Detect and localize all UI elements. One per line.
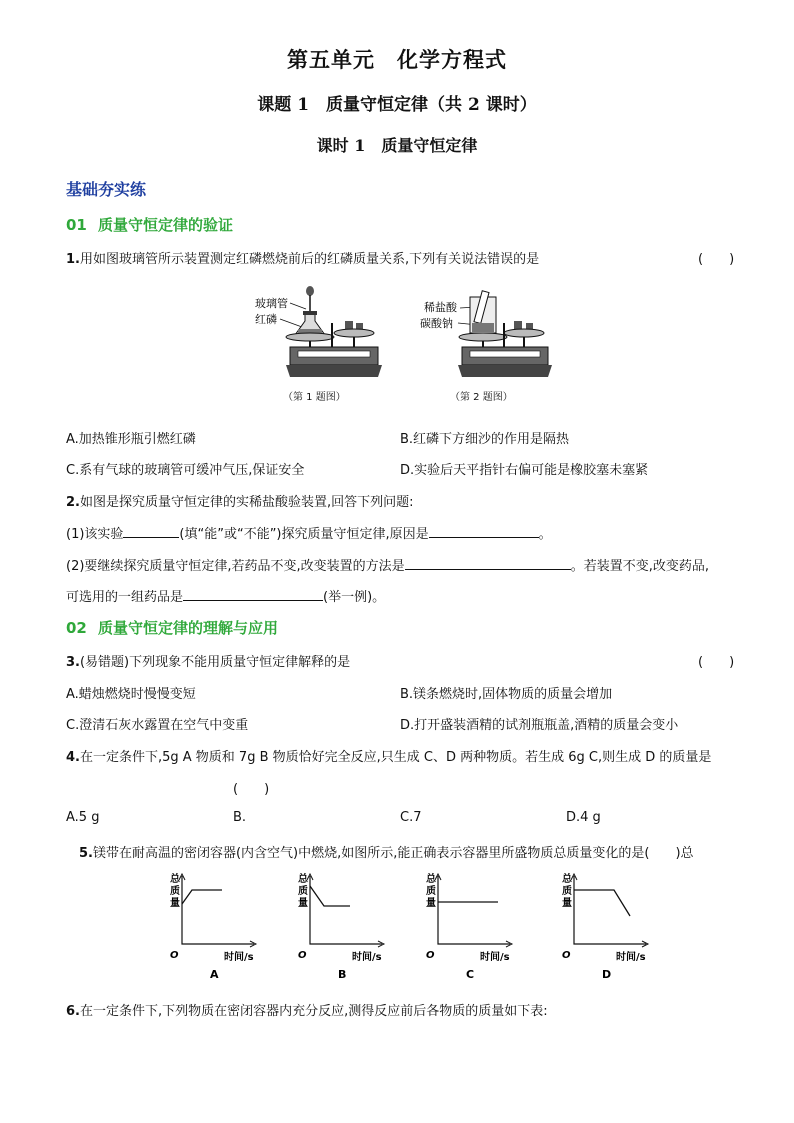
subsection-number: 01 (66, 216, 87, 234)
y-axis-label-char: 质 (562, 886, 572, 897)
q4-option-a: A.5 g (66, 810, 100, 825)
graph-label: A (210, 968, 219, 981)
section-heading: 基础夯实练 (66, 180, 147, 199)
answer-blank[interactable] (123, 525, 179, 538)
question-text: (易错题)下列现象不能用质量守恒定律解释的是 (79, 655, 351, 670)
q5-graph-c (406, 872, 516, 982)
q3-option-d: D.打开盛装酒精的试剂瓶瓶盖,酒精的质量会变小 (400, 718, 679, 733)
q5-graph-a (150, 872, 260, 982)
y-axis-label-char: 质 (170, 886, 180, 897)
origin-label: O (170, 950, 179, 961)
lesson-title: 课题 1 质量守恒定律（共 2 课时） (257, 95, 537, 115)
answer-blank[interactable] (405, 557, 571, 570)
question-text: 如图是探究质量守恒定律的实稀盐酸验装置,回答下列问题: (79, 495, 414, 510)
x-axis-label: 时间/s (224, 952, 254, 963)
mass-curve (182, 890, 222, 904)
mass-curve (310, 886, 350, 906)
q5-graphs (150, 872, 670, 982)
axes (182, 876, 254, 944)
subsection-heading-2 (66, 617, 278, 638)
y-axis-label-char: 总 (170, 874, 180, 885)
question-6 (66, 1000, 548, 1019)
figure-1-balance (250, 283, 390, 383)
q2-part-2-text-b: 。若装置不变,改变药品, (570, 559, 709, 574)
label-red-phosphorus: 红磷 (255, 313, 277, 326)
figure-2-caption: （第 2 题图） (450, 392, 513, 403)
q2-part-1-text-b: (填“能”或“不能”)探究质量守恒定律,原因是 (179, 527, 429, 542)
q4-option-c: C.7 (400, 810, 422, 825)
subsection-number: 02 (66, 619, 87, 637)
q2-part-2-text-d: (举一例)。 (323, 590, 386, 605)
figure-2-balance (418, 283, 558, 383)
q1-option-a: A.加热锥形瓶引燃红磷 (66, 432, 196, 447)
origin-label: O (298, 950, 307, 961)
axes (574, 876, 646, 944)
question-2 (66, 491, 414, 510)
q3-option-b: B.镁条燃烧时,固体物质的质量会增加 (400, 687, 613, 702)
q1-option-d: D.实验后天平指针右偏可能是橡胶塞未塞紧 (400, 463, 649, 478)
q2-part-2-text-c: 可选用的一组药品是 (66, 590, 184, 605)
y-axis-label-char: 质 (426, 886, 436, 897)
origin-label: O (426, 950, 435, 961)
subsection-label: 质量守恒定律的理解与应用 (98, 619, 279, 637)
answer-paren: ( ) (698, 655, 735, 670)
label-hydrochloric-acid: 稀盐酸 (424, 301, 457, 314)
q2-part-1 (66, 523, 552, 542)
origin-label: O (562, 950, 571, 961)
unit-title: 第五单元 化学方程式 (287, 47, 507, 72)
q2-part-1-text-c: 。 (538, 527, 552, 542)
question-text: 在一定条件下,下列物质在密闭容器内充分反应,测得反应前后各物质的质量如下表: (79, 1004, 548, 1019)
question-number: 4. (66, 750, 80, 765)
graph-label: B (338, 968, 347, 981)
answer-blank[interactable] (429, 525, 539, 538)
question-text: 用如图玻璃管所示装置测定红磷燃烧前后的红磷质量关系,下列有关说法错误的是 (79, 252, 540, 267)
question-5 (79, 842, 694, 861)
question-number: 3. (66, 655, 80, 670)
graph-label: D (602, 968, 612, 981)
question-4 (66, 746, 711, 765)
graph-label: C (466, 968, 475, 981)
y-axis-label-char: 总 (298, 874, 308, 885)
subsection-label: 质量守恒定律的验证 (98, 216, 234, 234)
y-axis-label-char: 量 (562, 898, 572, 909)
mass-curve (574, 890, 630, 916)
question-text: 镁带在耐高温的密闭容器(内含空气)中燃烧,如图所示,能正确表示容器里所盛物质总质量变化的是( )总 (92, 846, 694, 861)
axes (310, 876, 382, 944)
answer-blank[interactable] (183, 588, 323, 601)
q2-part-2-cont (66, 586, 385, 605)
x-axis-label: 时间/s (352, 952, 382, 963)
y-axis-label-char: 总 (426, 874, 436, 885)
figure-1-caption: （第 1 题图） (283, 392, 346, 403)
y-axis-label-char: 质 (298, 886, 308, 897)
q4-option-d: D.4 g (566, 810, 601, 825)
y-axis-label-char: 量 (170, 898, 180, 909)
q1-option-b: B.红磷下方细沙的作用是隔热 (400, 432, 570, 447)
q4-option-b: B. (233, 810, 247, 825)
label-glass-tube: 玻璃管 (255, 297, 288, 310)
question-1 (66, 248, 539, 267)
q3-option-a: A.蜡烛燃烧时慢慢变短 (66, 687, 196, 702)
q2-part-2-text-a: (2)要继续探究质量守恒定律,若药品不变,改变装置的方法是 (66, 559, 405, 574)
y-axis-label-char: 量 (426, 898, 436, 909)
y-axis-label-char: 总 (562, 874, 572, 885)
y-axis-label-char: 量 (298, 898, 308, 909)
answer-paren: ( ) (233, 782, 270, 797)
x-axis-label: 时间/s (616, 952, 646, 963)
q5-graph-b (278, 872, 388, 982)
q2-part-1-text-a: (1)该实验 (66, 527, 124, 542)
question-number: 5. (79, 846, 93, 861)
q5-graph-d (542, 872, 652, 982)
question-number: 2. (66, 495, 80, 510)
q3-option-c: C.澄清石灰水露置在空气中变重 (66, 718, 249, 733)
period-title: 课时 1 质量守恒定律 (316, 136, 478, 155)
answer-paren: ( ) (698, 252, 735, 267)
x-axis-label: 时间/s (480, 952, 510, 963)
question-number: 6. (66, 1004, 80, 1019)
question-3 (66, 651, 350, 670)
question-text: 在一定条件下,5g A 物质和 7g B 物质恰好完全反应,只生成 C、D 两种物质。若生成 6g C,则生成 D 的质量是 (79, 750, 712, 765)
question-number: 1. (66, 252, 80, 267)
label-sodium-carbonate: 碳酸钠 (420, 317, 453, 330)
q1-option-c: C.系有气球的玻璃管可缓冲气压,保证安全 (66, 463, 305, 478)
axes (438, 876, 510, 944)
q2-part-2 (66, 555, 709, 574)
subsection-heading-1 (66, 214, 233, 235)
